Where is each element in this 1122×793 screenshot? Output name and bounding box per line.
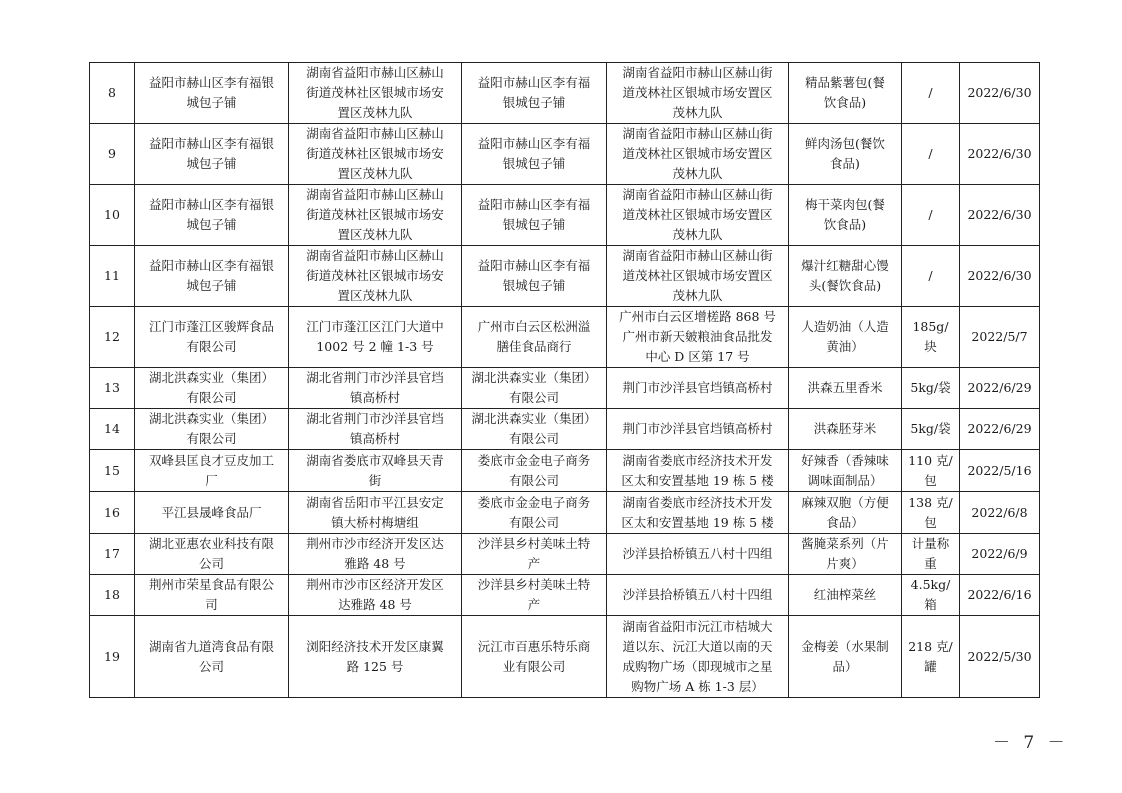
cell-seller-address: 湖南省益阳市赫山区赫山街 道茂林社区银城市场安置区 茂林九队 bbox=[607, 124, 789, 185]
cell-seller-name: 沙洋县乡村美味土特 产 bbox=[462, 575, 607, 616]
cell-product-name: 洪森五里香米 bbox=[789, 368, 902, 409]
cell-producer-address: 湖北省荆门市沙洋县官垱 镇高桥村 bbox=[289, 368, 462, 409]
cell-sequence-number: 9 bbox=[90, 124, 135, 185]
cell-producer-address: 湖北省荆门市沙洋县官垱 镇高桥村 bbox=[289, 409, 462, 450]
table-row bbox=[90, 450, 1040, 492]
cell-product-name: 酱腌菜系列（片 片爽） bbox=[789, 534, 902, 575]
cell-producer-address: 江门市蓬江区江门大道中 1002 号 2 幢 1-3 号 bbox=[289, 307, 462, 368]
cell-production-date: 2022/6/16 bbox=[960, 575, 1040, 616]
cell-product-name: 人造奶油（人造 黄油） bbox=[789, 307, 902, 368]
cell-seller-name: 广州市白云区松洲溢 膳佳食品商行 bbox=[462, 307, 607, 368]
table-row bbox=[90, 492, 1040, 534]
cell-producer-name: 湖南省九道湾食品有限 公司 bbox=[135, 616, 289, 698]
cell-sequence-number: 10 bbox=[90, 185, 135, 246]
cell-producer-address: 湖南省益阳市赫山区赫山 街道茂林社区银城市场安 置区茂林九队 bbox=[289, 185, 462, 246]
cell-seller-name: 沅江市百惠乐特乐商 业有限公司 bbox=[462, 616, 607, 698]
cell-production-date: 2022/6/30 bbox=[960, 124, 1040, 185]
cell-seller-name: 湖北洪森实业（集团） 有限公司 bbox=[462, 409, 607, 450]
cell-sequence-number: 12 bbox=[90, 307, 135, 368]
cell-producer-name: 江门市蓬江区骏辉食品 有限公司 bbox=[135, 307, 289, 368]
cell-producer-address: 浏阳经济技术开发区康翼 路 125 号 bbox=[289, 616, 462, 698]
cell-seller-name: 益阳市赫山区李有福 银城包子铺 bbox=[462, 246, 607, 307]
cell-producer-name: 湖北亚惠农业科技有限 公司 bbox=[135, 534, 289, 575]
cell-production-date: 2022/5/7 bbox=[960, 307, 1040, 368]
cell-producer-address: 湖南省益阳市赫山区赫山 街道茂林社区银城市场安 置区茂林九队 bbox=[289, 246, 462, 307]
cell-seller-address: 湖南省益阳市沅江市桔城大 道以东、沅江大道以南的天 成购物广场（即现城市之星 购物广场 A 栋 1-3 层） bbox=[607, 616, 789, 698]
cell-seller-address: 沙洋县拾桥镇五八村十四组 bbox=[607, 534, 789, 575]
cell-producer-address: 荆州市沙市经济开发区达 雅路 48 号 bbox=[289, 534, 462, 575]
cell-sequence-number: 13 bbox=[90, 368, 135, 409]
cell-seller-address: 湖南省娄底市经济技术开发 区太和安置基地 19 栋 5 楼 bbox=[607, 450, 789, 492]
cell-production-date: 2022/6/8 bbox=[960, 492, 1040, 534]
table-row bbox=[90, 368, 1040, 409]
cell-specification: 110 克/ 包 bbox=[902, 450, 960, 492]
cell-product-name: 精品紫薯包(餐 饮食品) bbox=[789, 63, 902, 124]
cell-producer-name: 益阳市赫山区李有福银 城包子铺 bbox=[135, 124, 289, 185]
cell-producer-name: 双峰县匡良才豆皮加工 厂 bbox=[135, 450, 289, 492]
cell-producer-name: 湖北洪森实业（集团） 有限公司 bbox=[135, 409, 289, 450]
cell-product-name: 好辣香（香辣味 调味面制品） bbox=[789, 450, 902, 492]
cell-producer-name: 益阳市赫山区李有福银 城包子铺 bbox=[135, 246, 289, 307]
cell-product-name: 爆汁红糖甜心馒 头(餐饮食品) bbox=[789, 246, 902, 307]
cell-seller-address: 湖南省娄底市经济技术开发 区太和安置基地 19 栋 5 楼 bbox=[607, 492, 789, 534]
cell-seller-name: 益阳市赫山区李有福 银城包子铺 bbox=[462, 63, 607, 124]
cell-sequence-number: 8 bbox=[90, 63, 135, 124]
cell-specification: / bbox=[902, 246, 960, 307]
table-row bbox=[90, 307, 1040, 368]
cell-producer-name: 平江县晟峰食品厂 bbox=[135, 492, 289, 534]
sampling-results-table bbox=[89, 62, 1040, 698]
cell-production-date: 2022/6/29 bbox=[960, 368, 1040, 409]
cell-specification: 5kg/袋 bbox=[902, 368, 960, 409]
cell-producer-name: 益阳市赫山区李有福银 城包子铺 bbox=[135, 63, 289, 124]
cell-seller-address: 湖南省益阳市赫山区赫山街 道茂林社区银城市场安置区 茂林九队 bbox=[607, 63, 789, 124]
table-row bbox=[90, 575, 1040, 616]
cell-product-name: 鲜肉汤包(餐饮 食品) bbox=[789, 124, 902, 185]
cell-specification: 4.5kg/ 箱 bbox=[902, 575, 960, 616]
cell-sequence-number: 16 bbox=[90, 492, 135, 534]
page-number: － 7 － bbox=[993, 733, 1069, 753]
cell-sequence-number: 15 bbox=[90, 450, 135, 492]
cell-seller-address: 湖南省益阳市赫山区赫山街 道茂林社区银城市场安置区 茂林九队 bbox=[607, 246, 789, 307]
cell-seller-address: 沙洋县拾桥镇五八村十四组 bbox=[607, 575, 789, 616]
cell-seller-address: 湖南省益阳市赫山区赫山街 道茂林社区银城市场安置区 茂林九队 bbox=[607, 185, 789, 246]
cell-product-name: 麻辣双胞（方便 食品） bbox=[789, 492, 902, 534]
cell-production-date: 2022/6/29 bbox=[960, 409, 1040, 450]
cell-seller-address: 荆门市沙洋县官垱镇高桥村 bbox=[607, 368, 789, 409]
cell-seller-name: 湖北洪森实业（集团） 有限公司 bbox=[462, 368, 607, 409]
cell-seller-address: 荆门市沙洋县官垱镇高桥村 bbox=[607, 409, 789, 450]
cell-sequence-number: 11 bbox=[90, 246, 135, 307]
cell-product-name: 红油榨菜丝 bbox=[789, 575, 902, 616]
cell-production-date: 2022/6/30 bbox=[960, 185, 1040, 246]
cell-production-date: 2022/5/30 bbox=[960, 616, 1040, 698]
cell-sequence-number: 18 bbox=[90, 575, 135, 616]
table-row bbox=[90, 534, 1040, 575]
cell-specification: 218 克/ 罐 bbox=[902, 616, 960, 698]
cell-specification: / bbox=[902, 63, 960, 124]
cell-specification: / bbox=[902, 185, 960, 246]
cell-seller-name: 益阳市赫山区李有福 银城包子铺 bbox=[462, 124, 607, 185]
cell-producer-address: 湖南省娄底市双峰县天青 街 bbox=[289, 450, 462, 492]
cell-specification: 185g/ 块 bbox=[902, 307, 960, 368]
cell-specification: / bbox=[902, 124, 960, 185]
cell-specification: 138 克/ 包 bbox=[902, 492, 960, 534]
cell-product-name: 金梅姜（水果制 品） bbox=[789, 616, 902, 698]
cell-production-date: 2022/6/30 bbox=[960, 246, 1040, 307]
table-row bbox=[90, 409, 1040, 450]
cell-sequence-number: 14 bbox=[90, 409, 135, 450]
table-row bbox=[90, 246, 1040, 307]
cell-seller-address: 广州市白云区增槎路 868 号 广州市新天皴粮油食品批发 中心 D 区第 17 号 bbox=[607, 307, 789, 368]
cell-seller-name: 益阳市赫山区李有福 银城包子铺 bbox=[462, 185, 607, 246]
cell-product-name: 洪森胚芽米 bbox=[789, 409, 902, 450]
cell-specification: 计量称 重 bbox=[902, 534, 960, 575]
cell-seller-name: 沙洋县乡村美味土特 产 bbox=[462, 534, 607, 575]
cell-producer-address: 湖南省岳阳市平江县安定 镇大桥村梅塘组 bbox=[289, 492, 462, 534]
cell-specification: 5kg/袋 bbox=[902, 409, 960, 450]
cell-producer-name: 荆州市荣星食品有限公 司 bbox=[135, 575, 289, 616]
cell-seller-name: 娄底市金金电子商务 有限公司 bbox=[462, 492, 607, 534]
cell-product-name: 梅干菜肉包(餐 饮食品) bbox=[789, 185, 902, 246]
cell-production-date: 2022/6/30 bbox=[960, 63, 1040, 124]
table-row bbox=[90, 616, 1040, 698]
cell-producer-address: 荆州市沙市区经济开发区 达雅路 48 号 bbox=[289, 575, 462, 616]
cell-seller-name: 娄底市金金电子商务 有限公司 bbox=[462, 450, 607, 492]
cell-sequence-number: 19 bbox=[90, 616, 135, 698]
cell-producer-name: 湖北洪森实业（集团） 有限公司 bbox=[135, 368, 289, 409]
cell-producer-address: 湖南省益阳市赫山区赫山 街道茂林社区银城市场安 置区茂林九队 bbox=[289, 124, 462, 185]
table-row bbox=[90, 124, 1040, 185]
cell-production-date: 2022/6/9 bbox=[960, 534, 1040, 575]
cell-production-date: 2022/5/16 bbox=[960, 450, 1040, 492]
table-row bbox=[90, 185, 1040, 246]
table-row bbox=[90, 63, 1040, 124]
table-body bbox=[90, 63, 1040, 698]
cell-sequence-number: 17 bbox=[90, 534, 135, 575]
cell-producer-address: 湖南省益阳市赫山区赫山 街道茂林社区银城市场安 置区茂林九队 bbox=[289, 63, 462, 124]
cell-producer-name: 益阳市赫山区李有福银 城包子铺 bbox=[135, 185, 289, 246]
